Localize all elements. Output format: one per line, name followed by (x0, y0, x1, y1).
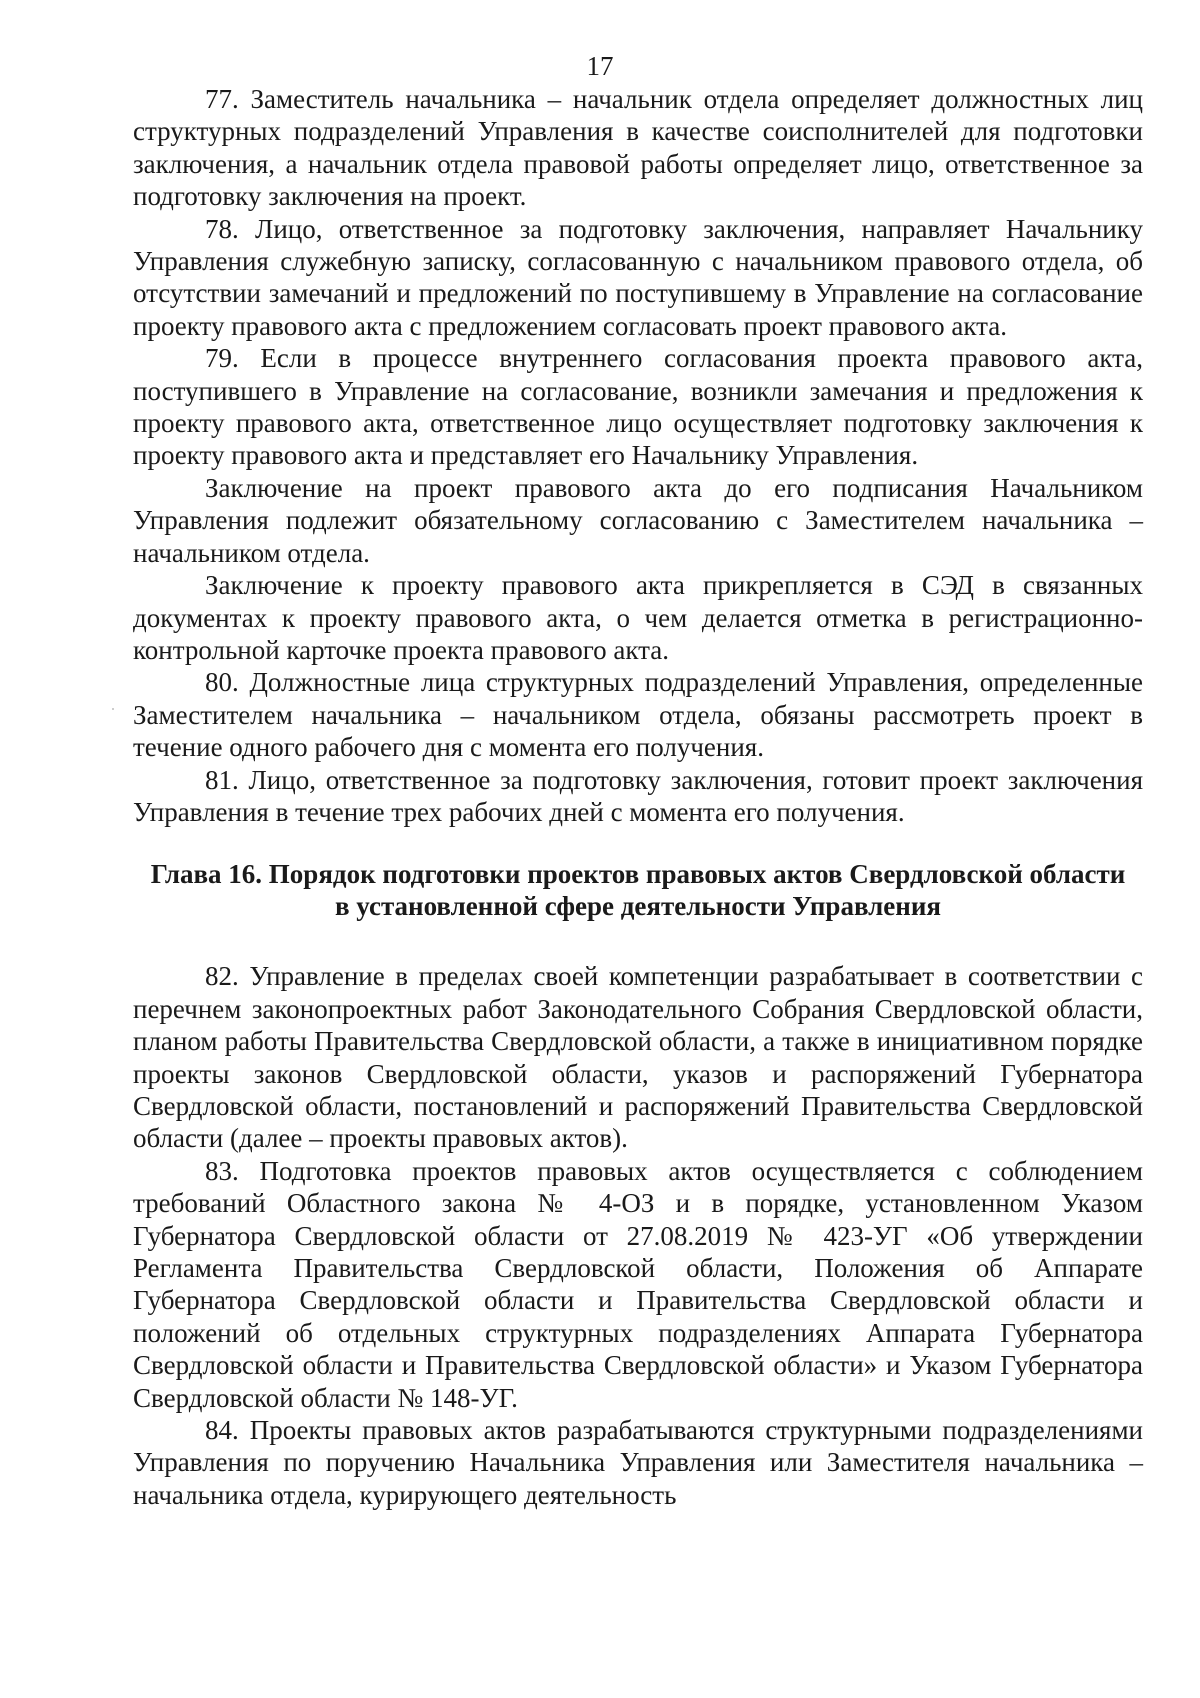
paragraph-82: 82. Управление в пределах своей компетенции разрабатывает в соответствии с перечнем законопроектных работ Законодательного Собрания Свердловской области, планом работы Правительства Свердловской области, а также в инициативном порядке проекты законов Свердловской области, указов и распоряжений Губернатора Свердловской области, постановлений и распоряжений Правительства Свердловской области (далее – проекты правовых актов). (133, 961, 1143, 1154)
paragraph-83: 83. Подготовка проектов правовых актов осуществляется с соблюдением требований Областного закона № 4-ОЗ и в порядке, установленном Указом Губернатора Свердловской области от 27.08.2019 № 423-УГ «Об утверждении Регламента Правительства Свердловской области, Положения об Аппарате Губернатора Свердловской области и Правительства Свердловской области и положений об отдельных структурных подразделениях Аппарата Губернатора Свердловской области и Правительства Свердловской области» и Указом Губернатора Свердловской области № 148-УГ. (133, 1155, 1143, 1413)
scan-artifact (112, 708, 114, 710)
paragraph-79-conclusion-attachment: Заключение к проекту правового акта прикрепляется в СЭД в связанных документах к проекту правового акта, о чем делается отметка в регистрационно-контрольной карточке проекта правового акта. (133, 570, 1143, 665)
paragraph-79: 79. Если в процессе внутреннего согласования проекта правового акта, поступившего в Управление на согласование, возникли замечания и предложения к проекту правового акта, ответственное лицо осуществляет подготовку заключения к проекту правового акта и представляет его Начальнику Управления. (133, 343, 1143, 471)
paragraph-79-conclusion-approval: Заключение на проект правового акта до его подписания Начальником Управления подлежит обязательному согласованию с Заместителем начальника – начальником отдела. (133, 472, 1143, 568)
chapter-heading: Глава 16. Порядок подготовки проектов правовых актов Свердловской области в установленной сфере деятельности Управления (150, 859, 1126, 922)
page-number: 17 (586, 51, 614, 81)
paragraph-81: 81. Лицо, ответственное за подготовку заключения, готовит проект заключения Управления в течение трех рабочих дней с момента его получения. (133, 764, 1143, 827)
document-body (133, 83, 1143, 1511)
paragraph-78: 78. Лицо, ответственное за подготовку заключения, направляет Начальнику Управления служебную записку, согласованную с начальником правового отдела, об отсутствии замечаний и предложений по поступившему в Управление на согласование проекту правового акта с предложением согласовать проект правового акта. (133, 213, 1143, 341)
paragraph-84: 84. Проекты правовых актов разрабатываются структурными подразделениями Управления по поручению Начальника Управления или Заместителя начальника – начальника отдела, курирующего деятельность (133, 1415, 1143, 1510)
paragraph-77: 77. Заместитель начальника – начальник отдела определяет должностных лиц структурных подразделений Управления в качестве соисполнителей для подготовки заключения, а начальник отдела правовой работы определяет лицо, ответственное за подготовку заключения на проект. (133, 84, 1143, 212)
paragraph-80: 80. Должностные лица структурных подразделений Управления, определенные Заместителем начальника – начальником отдела, обязаны рассмотреть проект в течение одного рабочего дня с момента его получения. (133, 667, 1143, 763)
